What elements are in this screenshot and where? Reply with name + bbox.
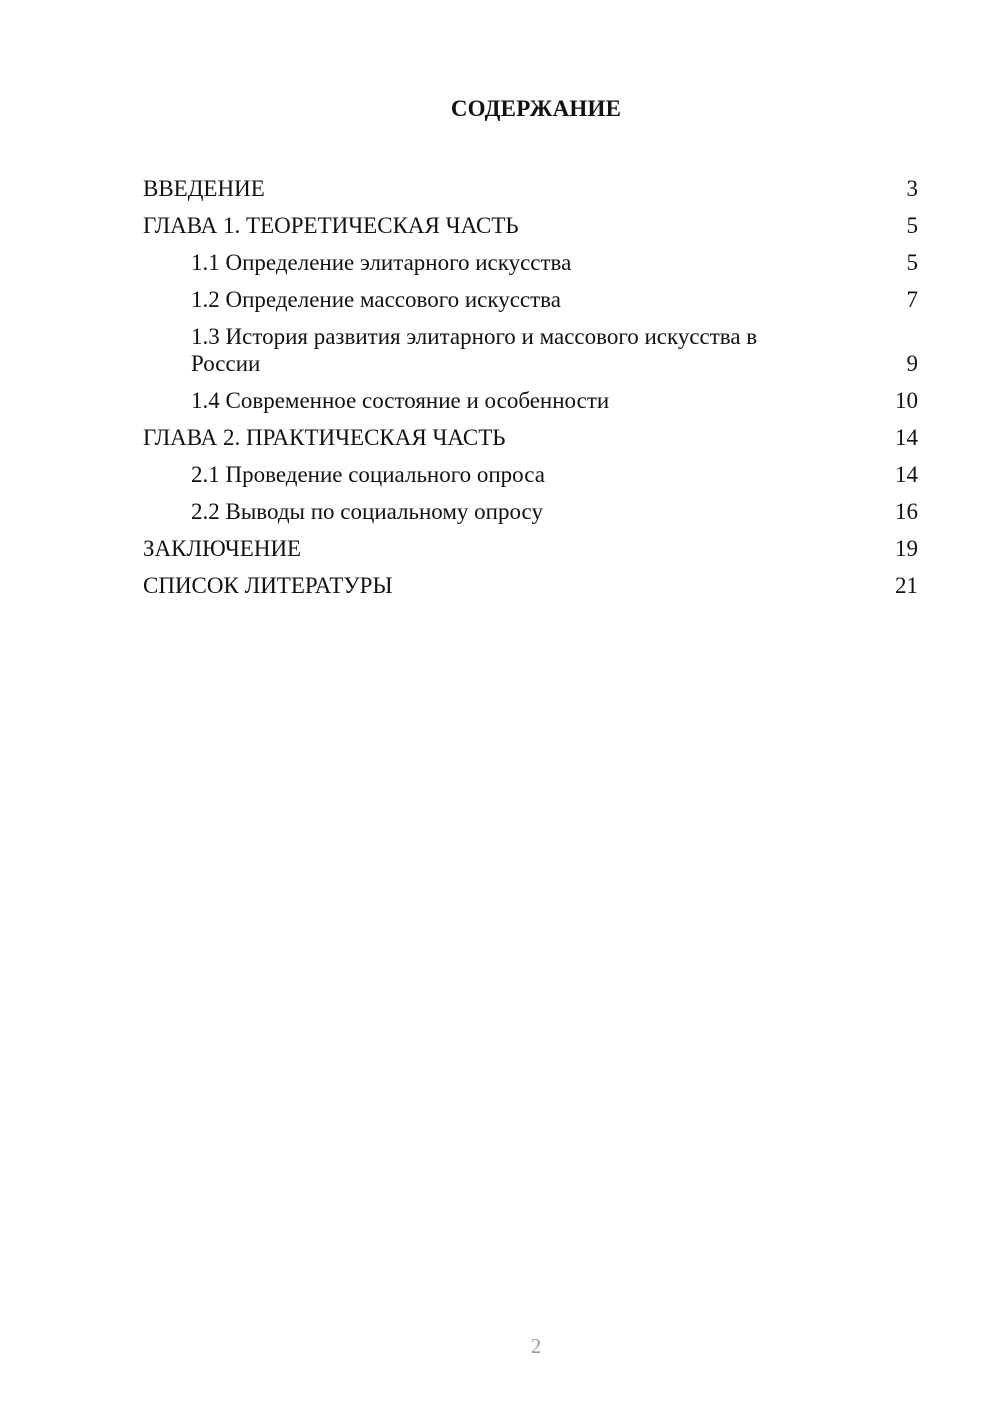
toc-entry-chapter-1 [143,205,918,242]
toc-entry-page: 7 [906,287,918,312]
toc-entry-label: СПИСОК ЛИТЕРАТУРЫ [143,573,393,598]
toc-entry-section-1-1 [143,242,918,279]
toc-entry-page: 19 [895,536,918,561]
toc-entry-label: ГЛАВА 1. ТЕОРЕТИЧЕСКАЯ ЧАСТЬ [143,213,519,238]
toc-entry-label: 2.1 Проведение социального опроса [191,462,545,487]
toc-entry-page: 5 [906,213,918,238]
toc-entry-section-1-3 [143,316,918,380]
toc-entry-page: 10 [895,388,918,413]
toc-entry-label: 2.2 Выводы по социальному опросу [191,499,543,524]
toc-entry-section-2-1 [143,454,918,491]
toc-entry-references [143,565,918,602]
toc-entry-label: ЗАКЛЮЧЕНИЕ [143,536,302,561]
toc-entry-label: ВВЕДЕНИЕ [143,176,265,201]
toc-entry-page: 9 [906,351,918,376]
toc-entry-chapter-2 [143,417,918,454]
toc-entry-label: 1.1 Определение элитарного искусства [191,250,572,275]
toc-entry-page: 21 [895,573,918,598]
toc-entry-section-2-2 [143,491,918,528]
toc-entry-introduction [143,168,918,205]
toc-entry-section-1-2 [143,279,918,316]
toc-entry-page: 3 [906,176,918,201]
toc-entry-section-1-4 [143,380,918,417]
toc-entry-page: 16 [895,499,918,524]
toc-entry-label: ГЛАВА 2. ПРАКТИЧЕСКАЯ ЧАСТЬ [143,425,506,450]
toc-entry-page: 14 [895,462,918,487]
page-number: 2 [530,1334,542,1358]
toc-entry-page: 5 [906,250,918,275]
table-of-contents [143,168,918,602]
toc-entry-label: 1.4 Современное состояние и особенности [191,388,610,413]
toc-entry-conclusion [143,528,918,565]
page-title: СОДЕРЖАНИЕ [450,96,622,121]
toc-entry-label: 1.3 История развития элитарного и массового искусства в России [191,324,758,376]
toc-entry-page: 14 [895,425,918,450]
toc-entry-label: 1.2 Определение массового искусства [191,287,561,312]
